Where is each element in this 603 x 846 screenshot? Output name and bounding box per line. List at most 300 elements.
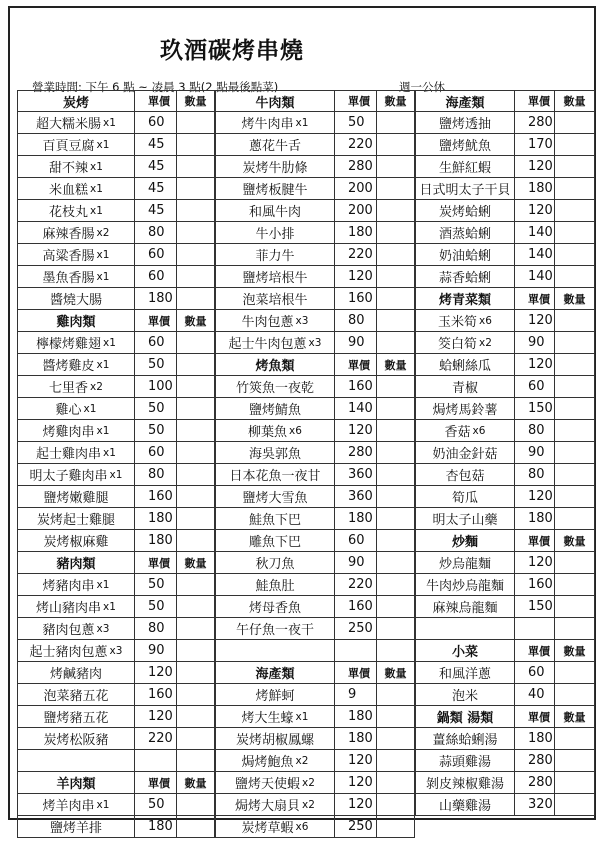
quantity-cell[interactable] bbox=[555, 178, 595, 200]
category-header-row bbox=[415, 530, 595, 552]
menu-item-row bbox=[17, 134, 215, 156]
item-name bbox=[415, 508, 515, 530]
menu-item-row bbox=[415, 156, 595, 178]
quantity-cell[interactable] bbox=[377, 530, 415, 552]
quantity-cell[interactable] bbox=[555, 442, 595, 464]
item-name-text: 七里香 bbox=[49, 381, 89, 396]
price-text: 120 bbox=[148, 709, 173, 724]
item-price bbox=[335, 310, 377, 332]
item-unit: x1 bbox=[96, 358, 110, 371]
item-name-text: 秋刀魚 bbox=[255, 557, 295, 572]
item-unit: x1 bbox=[96, 424, 110, 437]
price-text: 90 bbox=[348, 555, 365, 570]
quantity-header bbox=[555, 288, 595, 310]
item-name bbox=[215, 266, 335, 288]
quantity-header bbox=[377, 354, 415, 376]
quantity-cell[interactable] bbox=[377, 376, 415, 398]
price-text: 360 bbox=[348, 467, 373, 482]
quantity-header bbox=[177, 552, 215, 574]
price-text: 50 bbox=[148, 577, 165, 592]
quantity-cell[interactable] bbox=[377, 508, 415, 530]
quantity-cell[interactable] bbox=[177, 464, 215, 486]
item-name bbox=[17, 728, 135, 750]
quantity-cell[interactable] bbox=[555, 222, 595, 244]
quantity-cell[interactable] bbox=[377, 464, 415, 486]
item-name-text: 烤魚類 bbox=[255, 359, 295, 374]
price-header bbox=[515, 530, 555, 552]
price-header bbox=[135, 772, 177, 794]
menu-item-row bbox=[215, 398, 415, 420]
item-name-text: 起士牛肉包蔥 bbox=[228, 337, 307, 352]
item-price bbox=[515, 310, 555, 332]
item-unit: x6 bbox=[479, 314, 492, 327]
quantity-cell[interactable] bbox=[377, 772, 415, 794]
item-name-text: 牛小排 bbox=[255, 227, 295, 242]
price-text: 60 bbox=[148, 269, 165, 284]
quantity-header bbox=[555, 706, 595, 728]
item-name-text: 起士豬肉包蔥 bbox=[29, 645, 108, 660]
menu-item-row bbox=[215, 222, 415, 244]
menu-item-row bbox=[215, 772, 415, 794]
quantity-header bbox=[555, 530, 595, 552]
menu-item-row bbox=[17, 332, 215, 354]
menu-item-row bbox=[215, 552, 415, 574]
item-name bbox=[215, 486, 335, 508]
menu-item-row bbox=[17, 706, 215, 728]
price-text: 280 bbox=[348, 445, 373, 460]
quantity-cell[interactable] bbox=[177, 134, 215, 156]
item-name-text: 青椒 bbox=[451, 381, 478, 396]
price-text: 60 bbox=[148, 335, 165, 350]
item-name bbox=[215, 310, 335, 332]
quantity-cell[interactable] bbox=[555, 244, 595, 266]
item-name bbox=[17, 508, 135, 530]
price-text: 45 bbox=[148, 159, 165, 174]
item-price bbox=[135, 420, 177, 442]
item-name bbox=[215, 794, 335, 816]
price-text: 單價 bbox=[148, 776, 170, 790]
price-text: 80 bbox=[148, 621, 165, 636]
price-text: 單價 bbox=[348, 358, 370, 372]
quantity-cell[interactable] bbox=[377, 684, 415, 706]
quantity-cell[interactable] bbox=[177, 442, 215, 464]
item-price bbox=[515, 508, 555, 530]
item-price bbox=[335, 222, 377, 244]
menu-item-row bbox=[17, 398, 215, 420]
quantity-cell[interactable] bbox=[177, 618, 215, 640]
quantity-cell[interactable] bbox=[555, 486, 595, 508]
price-text: 180 bbox=[348, 225, 373, 240]
quantity-cell[interactable] bbox=[555, 574, 595, 596]
quantity-cell[interactable] bbox=[555, 332, 595, 354]
price-text: 250 bbox=[348, 819, 373, 834]
item-name-text: 鹽烤天使蝦 bbox=[235, 777, 301, 792]
quantity-cell[interactable] bbox=[377, 266, 415, 288]
menu-item-row bbox=[17, 574, 215, 596]
quantity-cell[interactable] bbox=[555, 728, 595, 750]
item-name bbox=[415, 728, 515, 750]
quantity-cell[interactable] bbox=[177, 332, 215, 354]
category-name bbox=[415, 640, 515, 662]
item-name bbox=[415, 772, 515, 794]
item-name bbox=[415, 552, 515, 574]
quantity-cell[interactable] bbox=[377, 178, 415, 200]
quantity-cell[interactable] bbox=[377, 728, 415, 750]
menu-item-row bbox=[415, 574, 595, 596]
item-unit: x1 bbox=[103, 446, 116, 459]
item-name-text: 烤大生蠔 bbox=[241, 711, 294, 726]
item-name-text: 鹽烤嫩雞腿 bbox=[43, 491, 109, 506]
quantity-cell[interactable] bbox=[177, 794, 215, 816]
menu-item-row bbox=[17, 596, 215, 618]
quantity-cell[interactable] bbox=[177, 640, 215, 662]
quantity-cell[interactable] bbox=[177, 222, 215, 244]
item-name-text: 雞心 bbox=[55, 403, 82, 418]
price-text: 360 bbox=[348, 489, 373, 504]
item-name-text: 菲力牛 bbox=[255, 249, 295, 264]
price-text: 50 bbox=[148, 797, 165, 812]
price-text: 50 bbox=[148, 423, 165, 438]
item-name-text: 墨魚香腸 bbox=[42, 271, 95, 286]
item-unit: x3 bbox=[295, 314, 309, 327]
item-name bbox=[17, 442, 135, 464]
menu-item-row bbox=[415, 200, 595, 222]
item-name-text: 炭烤 bbox=[62, 95, 89, 111]
menu-item-row bbox=[215, 420, 415, 442]
menu-item-row bbox=[17, 266, 215, 288]
quantity-cell[interactable] bbox=[377, 486, 415, 508]
quantity-cell[interactable] bbox=[555, 134, 595, 156]
item-name bbox=[215, 156, 335, 178]
quantity-cell[interactable] bbox=[177, 662, 215, 684]
item-name-text: 米血糕 bbox=[49, 183, 89, 198]
quantity-cell[interactable] bbox=[177, 596, 215, 618]
menu-item-row bbox=[215, 530, 415, 552]
quantity-cell[interactable] bbox=[177, 244, 215, 266]
item-name-text: 烤青菜類 bbox=[438, 293, 491, 308]
item-name bbox=[215, 332, 335, 354]
quantity-cell[interactable] bbox=[555, 156, 595, 178]
quantity-cell bbox=[555, 618, 595, 640]
menu-item-row bbox=[17, 684, 215, 706]
item-price bbox=[515, 486, 555, 508]
price-text: 60 bbox=[148, 115, 165, 130]
quantity-cell[interactable] bbox=[555, 354, 595, 376]
item-name bbox=[17, 486, 135, 508]
item-price bbox=[335, 706, 377, 728]
item-name bbox=[215, 574, 335, 596]
quantity-label: 數量 bbox=[563, 95, 586, 108]
menu-item-row bbox=[415, 464, 595, 486]
quantity-cell[interactable] bbox=[555, 464, 595, 486]
item-unit: x2 bbox=[302, 776, 315, 789]
quantity-cell[interactable] bbox=[177, 266, 215, 288]
category-header-row bbox=[415, 90, 595, 112]
item-price bbox=[135, 332, 177, 354]
business-hours: 營業時間: 下午 6 點 ~ 凌晨 3 點(2 點最後點菜) bbox=[32, 80, 279, 94]
item-name bbox=[215, 640, 335, 662]
item-name-text: 杏包菇 bbox=[445, 469, 485, 484]
item-name-text: 日式明太子干貝 bbox=[419, 183, 511, 198]
item-price bbox=[135, 156, 177, 178]
quantity-cell[interactable] bbox=[555, 420, 595, 442]
item-name-text: 蛤蜊絲瓜 bbox=[438, 359, 491, 374]
item-price bbox=[335, 816, 377, 838]
item-name bbox=[17, 200, 135, 222]
item-name bbox=[215, 398, 335, 420]
quantity-cell[interactable] bbox=[555, 376, 595, 398]
quantity-cell[interactable] bbox=[177, 816, 215, 838]
price-text: 220 bbox=[348, 137, 373, 152]
menu-item-row bbox=[415, 486, 595, 508]
quantity-cell[interactable] bbox=[377, 816, 415, 838]
quantity-cell[interactable] bbox=[555, 750, 595, 772]
quantity-cell[interactable] bbox=[555, 596, 595, 618]
category-name bbox=[215, 662, 335, 684]
quantity-cell[interactable] bbox=[177, 728, 215, 750]
price-text: 180 bbox=[148, 819, 173, 834]
price-text: 40 bbox=[528, 687, 545, 702]
quantity-cell[interactable] bbox=[377, 112, 415, 134]
quantity-cell[interactable] bbox=[555, 398, 595, 420]
menu-item-row bbox=[17, 816, 215, 838]
item-name bbox=[17, 574, 135, 596]
price-text: 80 bbox=[528, 423, 545, 438]
price-text: 單價 bbox=[348, 95, 370, 108]
quantity-cell[interactable] bbox=[377, 222, 415, 244]
quantity-cell[interactable] bbox=[377, 442, 415, 464]
price-text: 160 bbox=[348, 379, 373, 394]
quantity-cell[interactable] bbox=[177, 530, 215, 552]
menu-item-row bbox=[415, 332, 595, 354]
quantity-cell[interactable] bbox=[177, 376, 215, 398]
quantity-cell[interactable] bbox=[377, 706, 415, 728]
quantity-cell[interactable] bbox=[377, 574, 415, 596]
quantity-header bbox=[177, 772, 215, 794]
menu-item-row bbox=[215, 618, 415, 640]
price-header bbox=[515, 288, 555, 310]
quantity-cell[interactable] bbox=[555, 684, 595, 706]
quantity-cell[interactable] bbox=[377, 200, 415, 222]
item-price bbox=[335, 596, 377, 618]
price-text: 140 bbox=[528, 269, 553, 284]
quantity-cell[interactable] bbox=[555, 310, 595, 332]
item-price bbox=[335, 442, 377, 464]
item-name bbox=[415, 794, 515, 816]
item-price bbox=[515, 178, 555, 200]
item-name-text: 醬燒大腸 bbox=[49, 293, 102, 308]
quantity-cell[interactable] bbox=[555, 794, 595, 816]
item-name bbox=[415, 244, 515, 266]
menu-item-row bbox=[215, 596, 415, 618]
item-name bbox=[415, 618, 515, 640]
price-text: 45 bbox=[148, 203, 165, 218]
item-name bbox=[215, 750, 335, 772]
item-unit: x3 bbox=[96, 622, 110, 635]
menu-item-row bbox=[415, 684, 595, 706]
quantity-label: 數量 bbox=[184, 776, 207, 790]
item-price bbox=[135, 244, 177, 266]
blank-row bbox=[215, 640, 415, 662]
item-unit: x2 bbox=[96, 226, 110, 239]
menu-item-row bbox=[17, 728, 215, 750]
menu-item-row bbox=[17, 156, 215, 178]
quantity-cell[interactable] bbox=[377, 596, 415, 618]
item-name bbox=[17, 112, 135, 134]
category-name bbox=[215, 354, 335, 376]
item-name-text: 山藥雞湯 bbox=[438, 799, 491, 814]
quantity-cell[interactable] bbox=[177, 354, 215, 376]
quantity-cell[interactable] bbox=[377, 332, 415, 354]
item-price bbox=[335, 420, 377, 442]
menu-item-row bbox=[415, 750, 595, 772]
item-unit: x1 bbox=[103, 600, 116, 613]
quantity-cell[interactable] bbox=[177, 288, 215, 310]
item-price bbox=[135, 442, 177, 464]
item-name-text: 鮭魚下巴 bbox=[248, 513, 301, 528]
item-name-text: 蔥花牛舌 bbox=[248, 139, 301, 154]
quantity-cell[interactable] bbox=[377, 420, 415, 442]
menu-item-row bbox=[17, 288, 215, 310]
item-price bbox=[135, 464, 177, 486]
item-name bbox=[215, 706, 335, 728]
item-name-text: 烤鹹豬肉 bbox=[49, 667, 102, 682]
quantity-cell[interactable] bbox=[177, 706, 215, 728]
item-name-text: 柳葉魚 bbox=[248, 425, 288, 440]
price-text: 80 bbox=[148, 225, 165, 240]
quantity-cell[interactable] bbox=[177, 486, 215, 508]
price-text: 單價 bbox=[348, 666, 370, 680]
item-name bbox=[17, 398, 135, 420]
quantity-cell[interactable] bbox=[555, 772, 595, 794]
blank-row bbox=[415, 618, 595, 640]
menu-item-row bbox=[415, 508, 595, 530]
quantity-cell[interactable] bbox=[555, 662, 595, 684]
price-text: 180 bbox=[528, 731, 553, 746]
item-price bbox=[335, 266, 377, 288]
item-name-text: 鹽烤豬五花 bbox=[43, 711, 109, 726]
quantity-cell[interactable] bbox=[555, 200, 595, 222]
item-name bbox=[415, 200, 515, 222]
price-text: 220 bbox=[148, 731, 173, 746]
item-name-text: 泡米 bbox=[451, 689, 478, 704]
menu-item-row bbox=[17, 112, 215, 134]
item-name bbox=[17, 684, 135, 706]
quantity-cell[interactable] bbox=[377, 156, 415, 178]
quantity-cell[interactable] bbox=[177, 156, 215, 178]
category-header-row bbox=[17, 772, 215, 794]
item-price bbox=[135, 706, 177, 728]
quantity-cell[interactable] bbox=[377, 750, 415, 772]
quantity-cell[interactable] bbox=[555, 508, 595, 530]
item-name bbox=[215, 134, 335, 156]
item-price bbox=[335, 112, 377, 134]
price-text: 單價 bbox=[528, 534, 550, 548]
quantity-cell[interactable] bbox=[555, 552, 595, 574]
menu-item-row bbox=[215, 134, 415, 156]
menu-item-row bbox=[215, 816, 415, 838]
quantity-cell[interactable] bbox=[377, 244, 415, 266]
item-name bbox=[17, 640, 135, 662]
item-name bbox=[17, 420, 135, 442]
quantity-label: 數量 bbox=[384, 95, 407, 108]
item-name bbox=[415, 750, 515, 772]
item-price bbox=[135, 112, 177, 134]
menu-item-row bbox=[17, 244, 215, 266]
quantity-cell[interactable] bbox=[177, 398, 215, 420]
item-name-text: 薑絲蛤蜊湯 bbox=[432, 733, 498, 748]
item-name-text: 鹽烤板腱牛 bbox=[242, 183, 308, 198]
item-name bbox=[415, 134, 515, 156]
quantity-cell[interactable] bbox=[555, 266, 595, 288]
item-unit: x2 bbox=[90, 380, 103, 393]
item-name-text: 烤鮮蚵 bbox=[255, 689, 295, 704]
item-price bbox=[135, 794, 177, 816]
item-price bbox=[515, 156, 555, 178]
item-name bbox=[17, 662, 135, 684]
quantity-label: 數量 bbox=[184, 556, 207, 570]
quantity-cell[interactable] bbox=[377, 552, 415, 574]
quantity-cell[interactable] bbox=[377, 398, 415, 420]
quantity-cell[interactable] bbox=[177, 574, 215, 596]
quantity-cell bbox=[377, 640, 415, 662]
item-name-text: 鹽烤鯖魚 bbox=[248, 403, 301, 418]
quantity-cell[interactable] bbox=[377, 618, 415, 640]
quantity-cell[interactable] bbox=[377, 310, 415, 332]
item-price bbox=[335, 332, 377, 354]
quantity-cell[interactable] bbox=[177, 112, 215, 134]
item-price bbox=[335, 794, 377, 816]
menu-item-row bbox=[415, 772, 595, 794]
item-name bbox=[215, 200, 335, 222]
price-text: 220 bbox=[348, 247, 373, 262]
item-price bbox=[335, 684, 377, 706]
price-text: 280 bbox=[528, 753, 553, 768]
item-name bbox=[17, 464, 135, 486]
item-price bbox=[135, 134, 177, 156]
price-text: 120 bbox=[528, 203, 553, 218]
item-price bbox=[135, 376, 177, 398]
price-text: 60 bbox=[528, 379, 545, 394]
item-name bbox=[215, 376, 335, 398]
quantity-cell[interactable] bbox=[555, 112, 595, 134]
item-name-text: 起士雞肉串 bbox=[36, 447, 102, 462]
quantity-cell[interactable] bbox=[377, 794, 415, 816]
quantity-cell[interactable] bbox=[177, 200, 215, 222]
quantity-cell[interactable] bbox=[177, 508, 215, 530]
quantity-cell[interactable] bbox=[377, 288, 415, 310]
quantity-cell[interactable] bbox=[377, 134, 415, 156]
price-text: 120 bbox=[348, 753, 373, 768]
item-name bbox=[17, 596, 135, 618]
quantity-cell[interactable] bbox=[177, 178, 215, 200]
price-text: 200 bbox=[348, 203, 373, 218]
item-unit: x3 bbox=[308, 336, 322, 349]
price-text: 50 bbox=[148, 357, 165, 372]
quantity-cell[interactable] bbox=[177, 420, 215, 442]
item-price bbox=[515, 354, 555, 376]
item-name bbox=[415, 266, 515, 288]
item-name bbox=[415, 178, 515, 200]
item-name-text: 酒蒸蛤蜊 bbox=[438, 227, 491, 242]
item-name-text: 泡菜培根牛 bbox=[242, 293, 308, 308]
item-unit: x1 bbox=[90, 204, 103, 217]
item-name bbox=[215, 772, 335, 794]
item-price bbox=[135, 662, 177, 684]
item-unit: x6 bbox=[295, 820, 309, 833]
quantity-cell[interactable] bbox=[177, 684, 215, 706]
item-name-text: 海吳郭魚 bbox=[248, 447, 301, 462]
